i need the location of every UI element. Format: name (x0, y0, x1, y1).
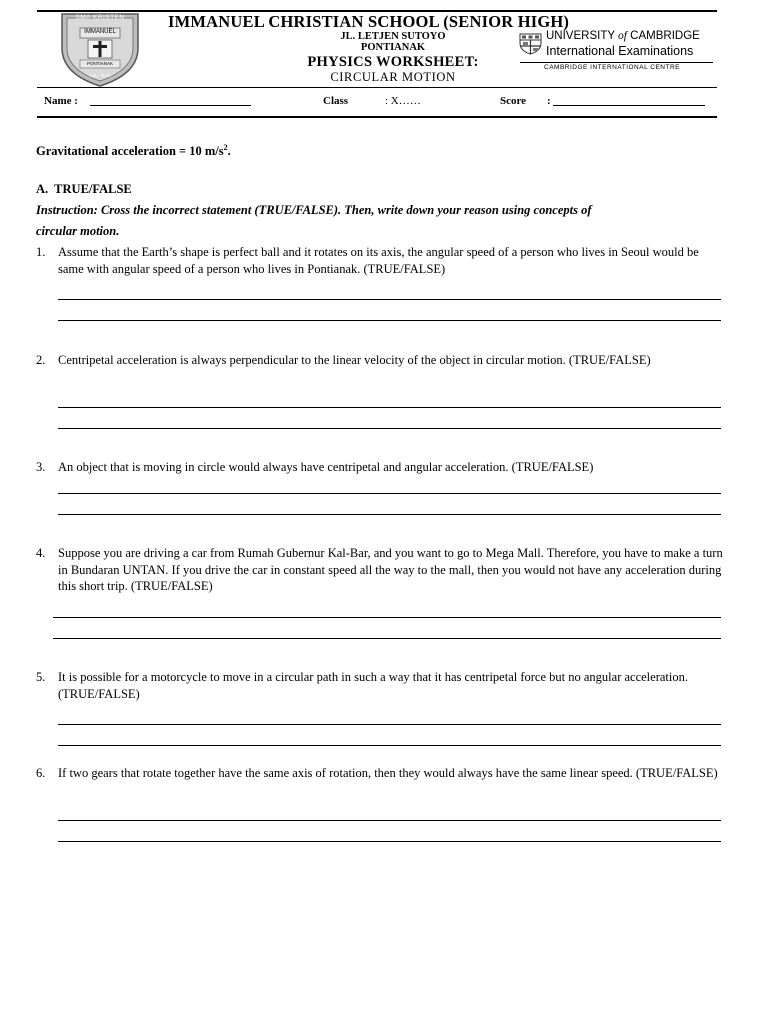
logo-banner-text: IMMANUEL (84, 29, 116, 35)
answer-line[interactable] (58, 841, 721, 842)
logo-footer-text: KAL - BAR (89, 73, 111, 78)
cambridge-shield-icon (519, 33, 542, 55)
name-label: Name : (44, 95, 78, 107)
cambridge-rule (520, 62, 713, 63)
instruction-line-2: circular motion. (36, 224, 120, 238)
answer-line[interactable] (58, 428, 721, 429)
class-value: : X…… (385, 95, 421, 107)
answer-line[interactable] (53, 638, 721, 639)
cambridge-centre-label: CAMBRIDGE INTERNATIONAL CENTRE (544, 64, 680, 71)
question-number: 3. (36, 460, 46, 474)
answer-line[interactable] (58, 407, 721, 408)
fields-divider (37, 116, 717, 118)
gravity-note (36, 139, 231, 160)
answer-line[interactable] (58, 299, 721, 300)
class-label: Class (323, 95, 349, 107)
cambridge-university-word: UNIVERSITY (546, 30, 615, 42)
cambridge-exams-name: International Examinations (546, 44, 694, 58)
answer-line[interactable] (58, 724, 721, 725)
cambridge-cambridge-word: CAMBRIDGE (630, 30, 700, 42)
question-text: Assume that the Earth’s shape is perfect ball and it rotates on its axis, the angular speed of a person who lives in Seoul would be same with angular speed of a person who lives in Pontianak. (TRUE/FALSE) (58, 245, 699, 276)
worksheet-topic: CIRCULAR MOTION (330, 70, 456, 84)
section-title: A. TRUE/FALSE (36, 182, 132, 196)
name-field[interactable] (90, 105, 251, 106)
score-colon: : (547, 95, 551, 107)
logo-top-text: SMA KRISTEN (75, 14, 125, 21)
worksheet-title: PHYSICS WORKSHEET: (307, 54, 479, 70)
cambridge-logo (519, 30, 719, 60)
logo-bottom-text: PONTIANAK (86, 61, 113, 66)
cambridge-university-name (546, 30, 700, 42)
answer-line[interactable] (58, 493, 721, 494)
score-field[interactable] (553, 105, 705, 106)
header-divider (37, 87, 717, 88)
question-number: 6. (36, 766, 46, 780)
question-number: 2. (36, 353, 46, 367)
answer-line[interactable] (58, 320, 721, 321)
address-line-2: PONTIANAK (360, 42, 426, 53)
answer-line[interactable] (53, 617, 721, 618)
address-line-1: JL. LETJEN SUTOYO (340, 31, 446, 42)
question-text: If two gears that rotate together have the same axis of rotation, then they would always have the same linear speed. (TRUE/FALSE) (58, 766, 718, 780)
answer-line[interactable] (58, 514, 721, 515)
score-label: Score (500, 95, 527, 107)
gravity-note-exponent: 2 (223, 143, 228, 152)
question-text: Centripetal acceleration is always perpendicular to the linear velocity of the object in circular motion. (TRUE/FALSE) (58, 353, 651, 367)
question-number: 1. (36, 245, 46, 259)
cambridge-of-word: of (618, 30, 627, 42)
school-logo (58, 12, 142, 88)
answer-line[interactable] (58, 820, 721, 821)
gravity-note-period: . (227, 144, 231, 159)
instruction-line-1: Instruction: Cross the incorrect statement (TRUE/FALSE). Then, write down your reason using concepts of (36, 203, 592, 217)
question-text: Suppose you are driving a car from Rumah Gubernur Kal-Bar, and you want to go to Mega Mall. Therefore, you have to make a turn in Bundaran UNTAN. If you drive the car in constant speed all the way to the mall, then you would not have any acceleration during this short trip. (TRUE/FALSE) (58, 546, 723, 593)
question-text: It is possible for a motorcycle to move in a circular path in such a way that it has centripetal force but no angular acceleration. (TRUE/FALSE) (58, 670, 688, 701)
question-number: 5. (36, 670, 46, 684)
question-number: 4. (36, 546, 46, 560)
gravity-note-text: Gravitational acceleration = 10 m/s (36, 144, 224, 159)
answer-line[interactable] (58, 745, 721, 746)
school-name: IMMANUEL CHRISTIAN SCHOOL (SENIOR HIGH) (168, 12, 570, 31)
question-text: An object that is moving in circle would always have centripetal and angular acceleration. (TRUE/FALSE) (58, 460, 594, 474)
